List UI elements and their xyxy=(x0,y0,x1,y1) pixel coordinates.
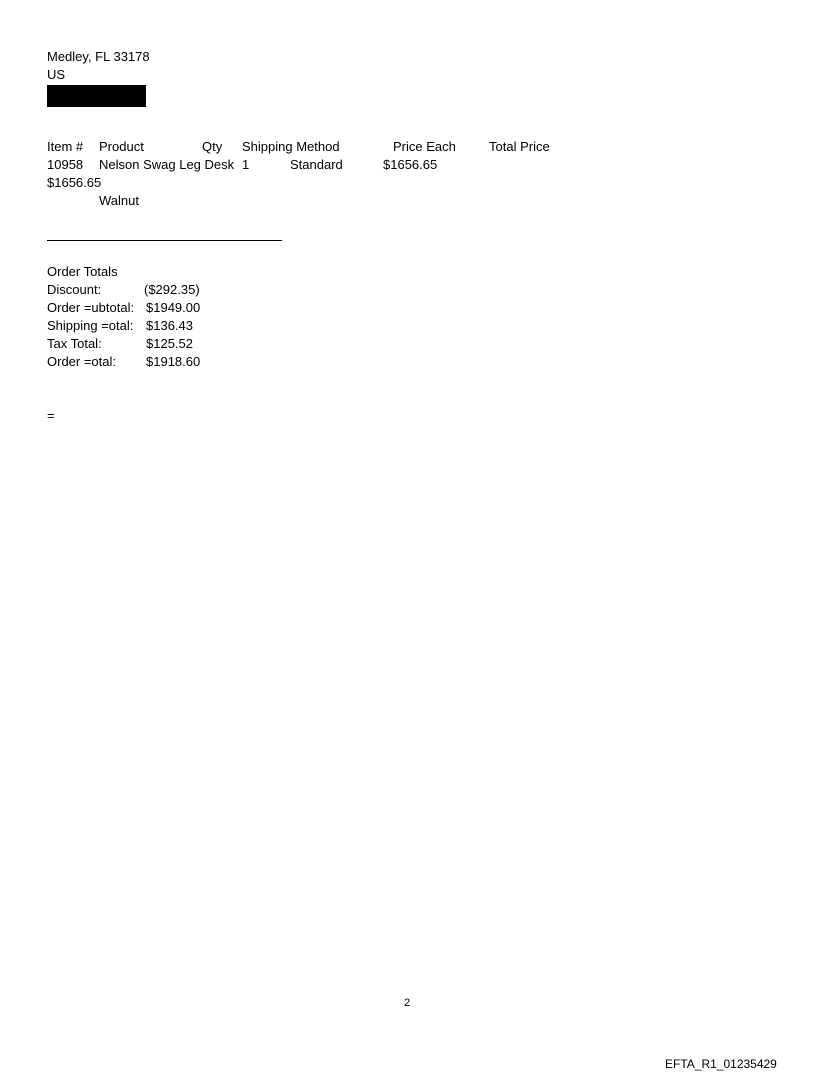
shipping-total-label: Shipping =otal: xyxy=(47,318,134,333)
header-item-number: Item # xyxy=(47,139,84,154)
redaction-box xyxy=(47,85,146,107)
address-city-line: Medley, FL 33178 xyxy=(47,49,150,64)
discount-label: Discount: xyxy=(47,282,102,297)
header-price-each: Price Each xyxy=(393,139,456,154)
header-product: Product xyxy=(99,139,144,154)
order-total-value: $1918.60 xyxy=(146,354,201,369)
header-qty: Qty xyxy=(202,139,223,154)
stray-equals-character: = xyxy=(47,408,55,423)
header-shipping-method: Shipping Method xyxy=(242,139,340,154)
order-totals-heading: Order Totals xyxy=(47,264,118,279)
discount-value: ($292.35) xyxy=(144,282,200,297)
order-total-label: Order =otal: xyxy=(47,354,117,369)
document-id: EFTA_R1_01235429 xyxy=(665,1057,777,1071)
row-item-number: 10958 xyxy=(47,157,84,172)
row-price-each: $1656.65 xyxy=(383,157,438,172)
row-qty: 1 xyxy=(242,157,250,172)
address-country: US xyxy=(47,67,66,82)
row-variant: Walnut xyxy=(99,193,139,208)
subtotal-label: Order =ubtotal: xyxy=(47,300,135,315)
row-shipping-method: Standard xyxy=(290,157,343,172)
shipping-total-value: $136.43 xyxy=(146,318,193,333)
subtotal-value: $1949.00 xyxy=(146,300,201,315)
page-number: 2 xyxy=(404,997,411,1009)
tax-total-value: $125.52 xyxy=(146,336,193,351)
row-total-price: $1656.65 xyxy=(47,175,102,190)
tax-total-label: Tax Total: xyxy=(47,336,102,351)
header-total-price: Total Price xyxy=(489,139,550,154)
divider-line xyxy=(47,240,282,241)
row-product: Nelson Swag Leg Desk xyxy=(99,157,235,172)
